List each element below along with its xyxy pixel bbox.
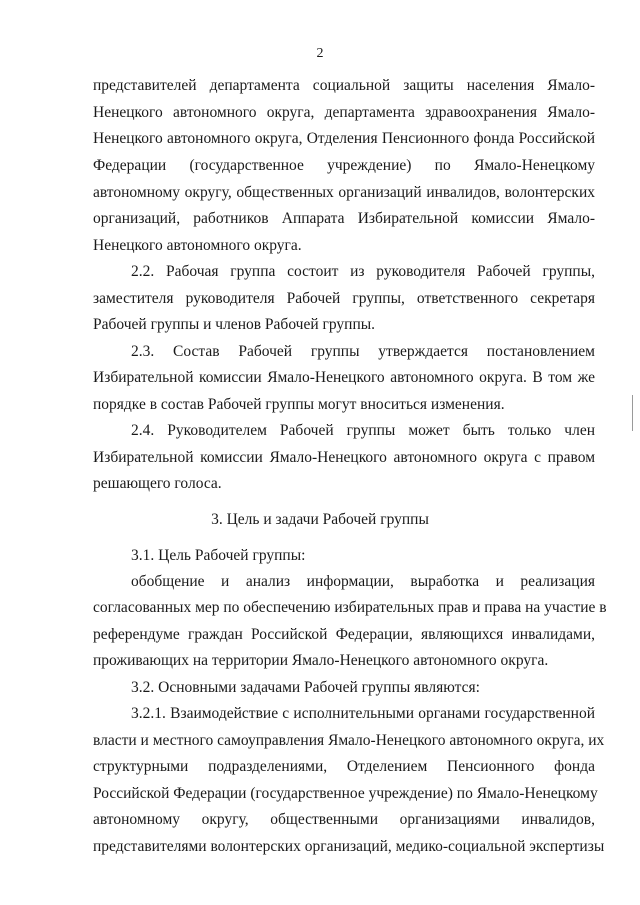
- paragraph-line: автономному округу, общественными организациями инвалидов,: [93, 811, 595, 828]
- paragraph-line: обобщение и анализ информации, выработка и реализация: [131, 573, 595, 590]
- paragraph-line: структурными подразделениями, Отделением Пенсионного фонда: [93, 758, 595, 775]
- paragraph-line: власти и местного самоуправления Ямало-Ненецкого автономного округа, их: [93, 732, 605, 749]
- paragraph-line: 2.2. Рабочая группа состоит из руководителя Рабочей группы,: [131, 263, 595, 280]
- paragraph-line: Ненецкого автономного округа.: [93, 237, 302, 254]
- paragraph-line: проживающих на территории Ямало-Ненецкого автономного округа.: [93, 652, 549, 669]
- paragraph-line: Рабочей группы и членов Рабочей группы.: [93, 316, 376, 333]
- scan-margin-mark: [632, 395, 633, 431]
- paragraph-line: решающего голоса.: [93, 475, 222, 492]
- paragraph-line: 3.2.1. Взаимодействие с исполнительными органами государственной: [131, 705, 595, 722]
- paragraph-line: референдуме граждан Российской Федерации, являющихся инвалидами,: [93, 626, 595, 643]
- paragraph-line: 2.4. Руководителем Рабочей группы может быть только член: [131, 422, 595, 439]
- paragraph-line: 3.2. Основными задачами Рабочей группы являются:: [131, 679, 480, 696]
- section-heading: 3. Цель и задачи Рабочей группы: [211, 511, 429, 528]
- paragraph-line: Российской Федерации (государственное учреждение) по Ямало-Ненецкому: [93, 785, 598, 802]
- paragraph-line: Ненецкого автономного округа, департамента здравоохранения Ямало-: [93, 104, 595, 121]
- paragraph-line: Федерации (государственное учреждение) по Ямало-Ненецкому: [93, 157, 595, 174]
- paragraph-line: Избирательной комиссии Ямало-Ненецкого автономного округа. В том же: [93, 369, 595, 386]
- paragraph-line: представителями волонтерских организаций, медико-социальной экспертизы: [93, 838, 605, 855]
- page-number: 2: [316, 46, 324, 61]
- paragraph-line: Избирательной комиссии Ямало-Ненецкого автономного округа с правом: [93, 449, 595, 466]
- paragraph-line: порядке в состав Рабочей группы могут вноситься изменения.: [93, 396, 505, 413]
- paragraph-line: организаций, работников Аппарата Избирательной комиссии Ямало-: [93, 210, 595, 227]
- paragraph-line: Ненецкого автономного округа, Отделения Пенсионного фонда Российской: [93, 130, 595, 147]
- paragraph-line: автономному округу, общественных организаций инвалидов, волонтерских: [93, 184, 595, 201]
- paragraph-line: заместителя руководителя Рабочей группы, ответственного секретаря: [93, 290, 595, 307]
- paragraph-line: 3.1. Цель Рабочей группы:: [131, 547, 306, 564]
- paragraph-line: 2.3. Состав Рабочей группы утверждается постановлением: [131, 343, 595, 360]
- paragraph-line: представителей департамента социальной защиты населения Ямало-: [93, 77, 595, 94]
- paragraph-line: согласованных мер по обеспечению избирательных прав и права на участие в: [93, 599, 607, 616]
